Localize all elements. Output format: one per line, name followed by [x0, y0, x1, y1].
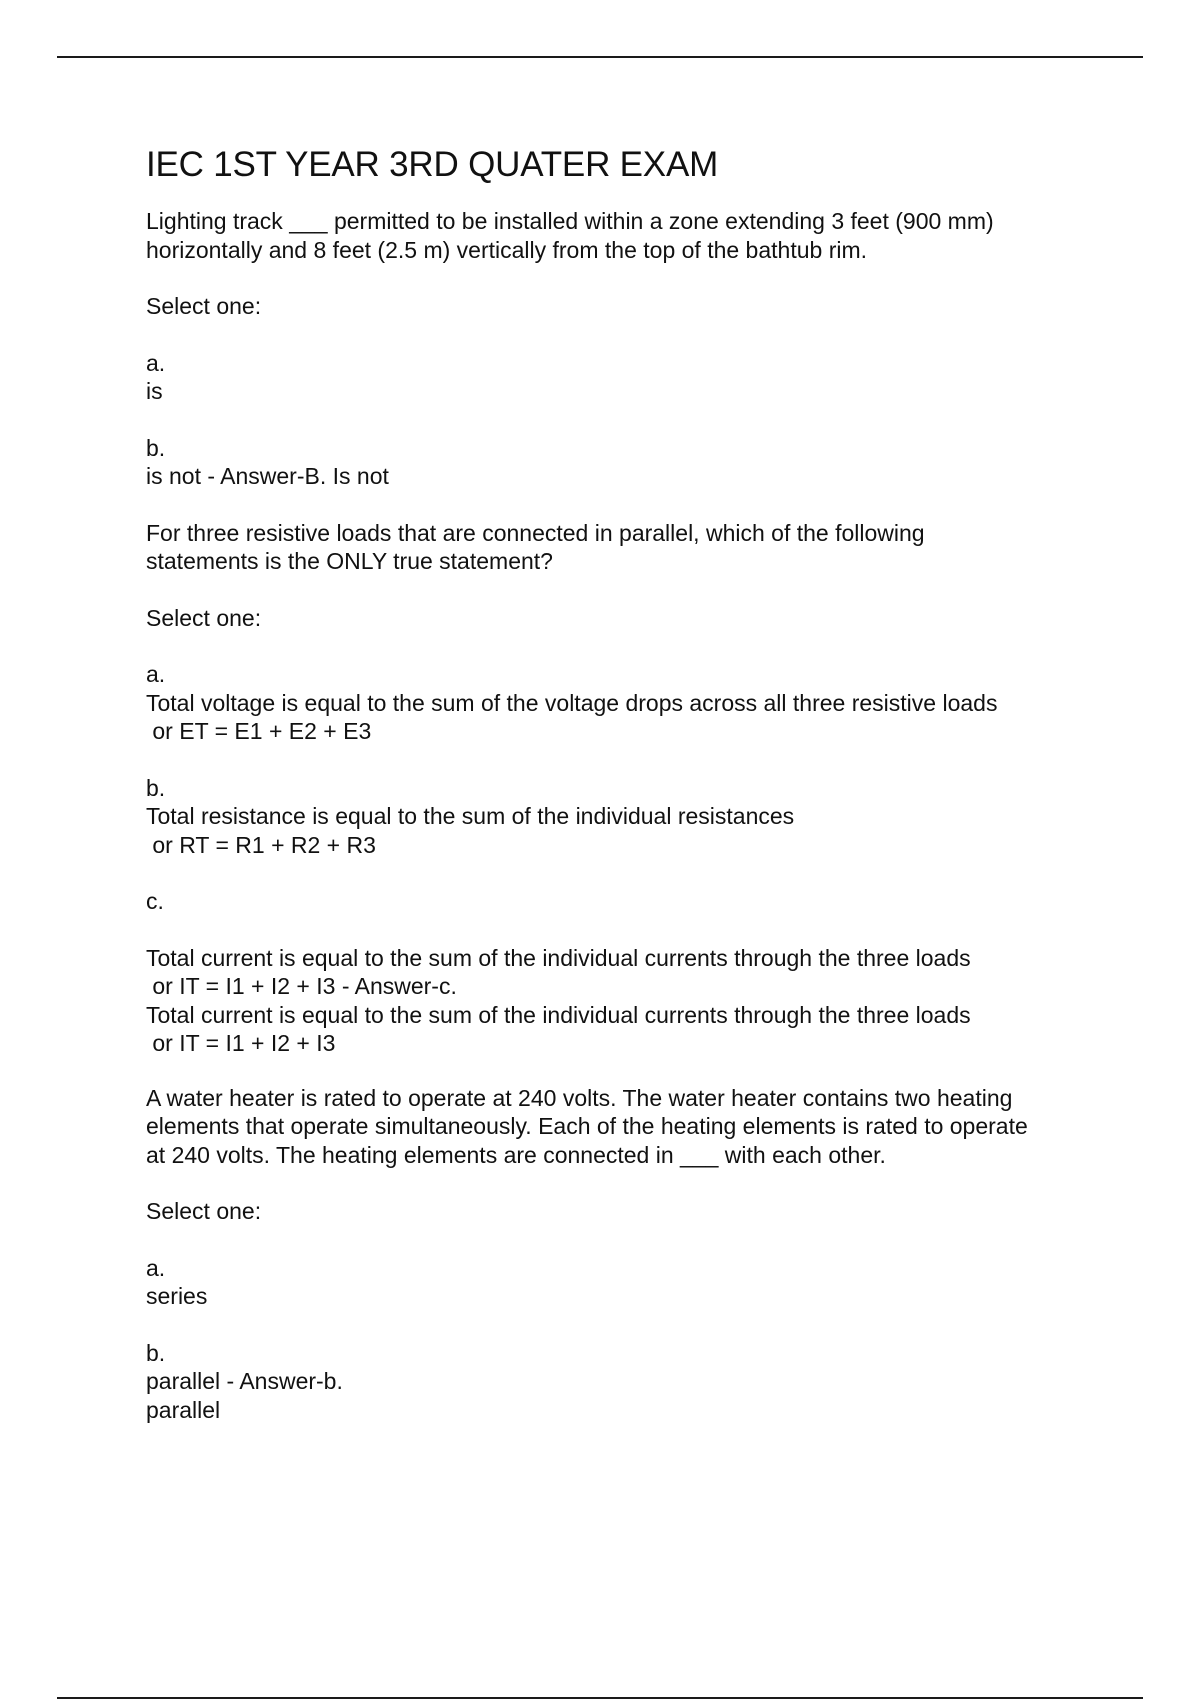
option-text: or IT = I1 + I2 + I3 — [146, 1030, 336, 1056]
option-letter: a. — [146, 661, 166, 687]
option-letter: b. — [146, 1339, 166, 1366]
option-text: Total voltage is equal to the sum of the voltage drops across all three resistive loads — [146, 689, 998, 716]
option-text-answer: or IT = I1 + I2 + I3 - Answer-c. — [146, 973, 457, 999]
option-text: Total current is equal to the sum of the individual currents through the three loads — [146, 944, 971, 971]
option-letter: a. — [146, 349, 166, 376]
option-text: is — [146, 378, 163, 404]
option-text-answer: is not - Answer-B. Is not — [146, 463, 389, 489]
document-body — [146, 143, 1106, 1424]
option-text-answer: parallel - Answer-b. — [146, 1368, 343, 1394]
question-stem-line: Lighting track ___ permitted to be installed within a zone extending 3 feet (900 mm) — [146, 208, 994, 234]
option-text: parallel — [146, 1396, 221, 1423]
question-stem-line: elements that operate simultaneously. Each of the heating elements is rated to operate — [146, 1113, 1028, 1139]
question-2 — [146, 519, 1106, 1058]
option-letter: c. — [146, 888, 164, 914]
select-one-label: Select one: — [146, 293, 262, 319]
select-one-label: Select one: — [146, 1198, 262, 1224]
option-text: or RT = R1 + R2 + R3 — [146, 831, 376, 858]
question-1 — [146, 207, 1106, 491]
question-stem-line: For three resistive loads that are connected in parallel, which of the following — [146, 519, 925, 546]
question-stem-line: at 240 volts. The heating elements are connected in ___ with each other. — [146, 1141, 886, 1168]
option-text: or ET = E1 + E2 + E3 — [146, 718, 372, 744]
question-stem-line: A water heater is rated to operate at 240 volts. The water heater contains two heating — [146, 1084, 1013, 1111]
bottom-divider — [57, 1697, 1143, 1699]
select-one-label: Select one: — [146, 604, 262, 631]
option-letter: a. — [146, 1254, 166, 1281]
option-letter: b. — [146, 434, 166, 461]
option-text: series — [146, 1283, 208, 1309]
top-divider — [57, 56, 1143, 58]
option-letter: b. — [146, 774, 166, 801]
option-text: Total current is equal to the sum of the individual currents through the three loads — [146, 1001, 971, 1028]
question-3 — [146, 1084, 1106, 1425]
option-text: Total resistance is equal to the sum of the individual resistances — [146, 803, 795, 829]
question-stem-line: statements is the ONLY true statement? — [146, 548, 553, 574]
question-stem-line: horizontally and 8 feet (2.5 m) vertically from the top of the bathtub rim. — [146, 236, 868, 263]
page-title: IEC 1ST YEAR 3RD QUATER EXAM — [146, 145, 719, 184]
